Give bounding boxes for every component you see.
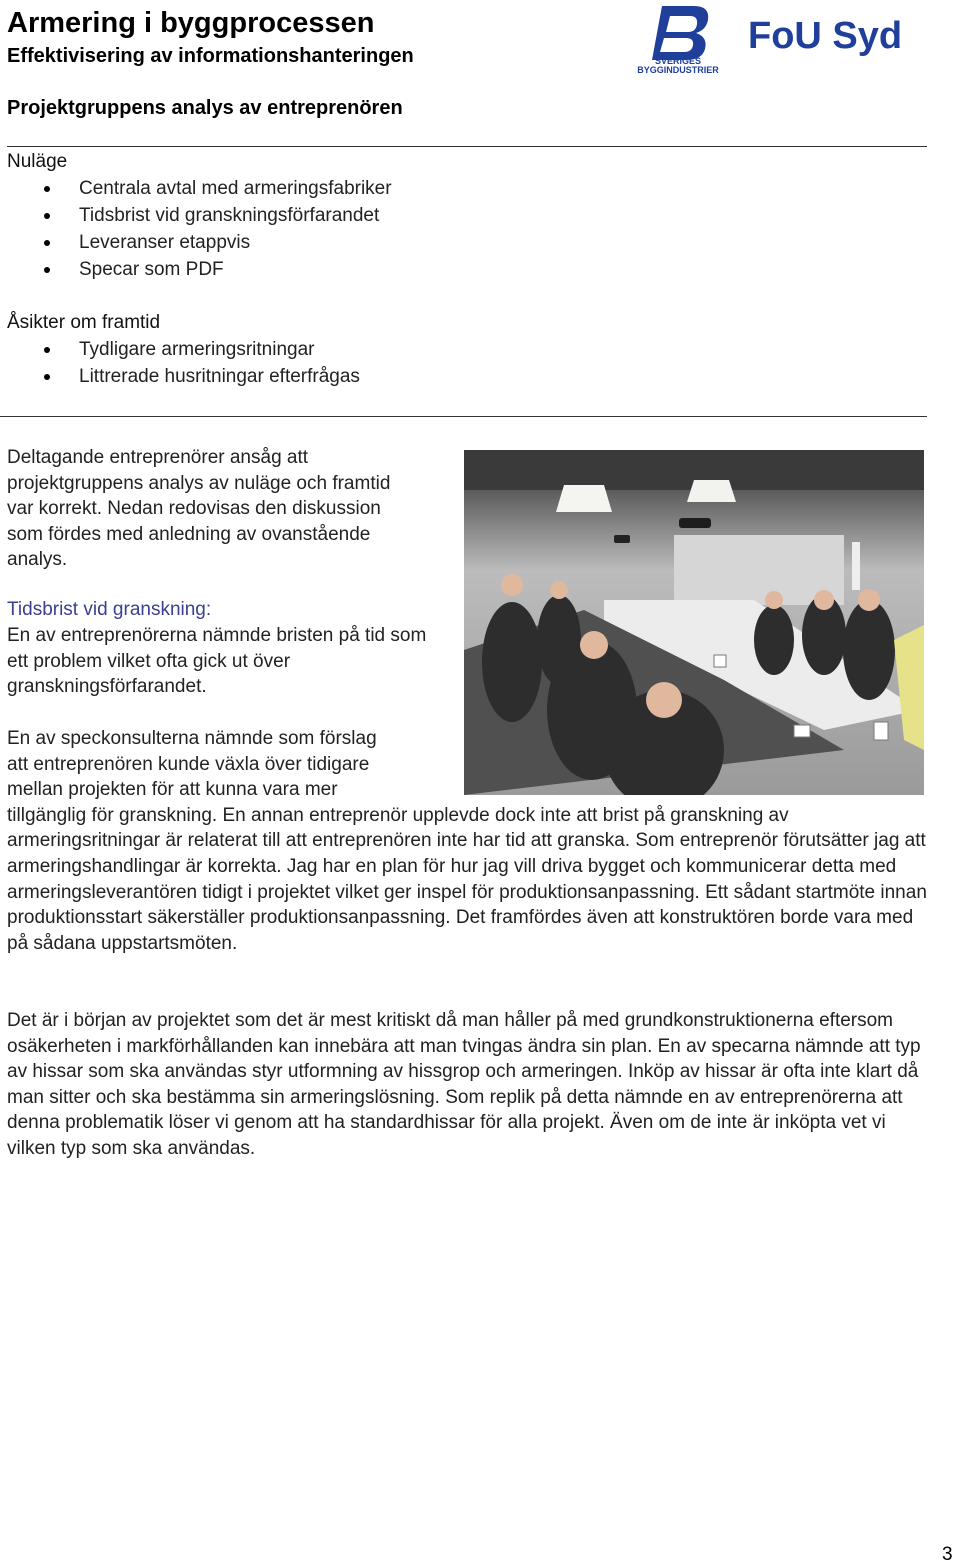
paragraph-line: En av speckonsulterna nämnde som förslag xyxy=(7,728,377,749)
svg-text:BYGGINDUSTRIER: BYGGINDUSTRIER xyxy=(637,65,719,74)
svg-text:SVERIGES: SVERIGES xyxy=(654,56,702,66)
asikter-list xyxy=(0,336,360,390)
fou-syd-logo: FoU Syd xyxy=(748,15,903,57)
section-heading: Projektgruppens analys av entreprenören xyxy=(7,97,403,119)
paragraph-1: En av entreprenörerna nämnde bristen på tid som ett problem vilket ofta gick ut över granskningsförfarandet. xyxy=(7,625,427,698)
divider-bottom xyxy=(0,416,927,417)
page-number: 3 xyxy=(942,1544,953,1565)
intro-paragraph: Deltagande entreprenörer ansåg att projektgruppens analys av nuläge och framtid var korrekt. Nedan redovisas den diskussion som fördes med anledning av ovanstående analys. xyxy=(7,447,391,571)
list-item: Centrala avtal med armeringsfabriker xyxy=(0,175,392,202)
nulage-label: Nuläge xyxy=(7,151,68,172)
asikter-label: Åsikter om framtid xyxy=(7,312,161,333)
paragraph-2 xyxy=(7,726,927,956)
document-subtitle: Effektivisering av informationshanteringen xyxy=(7,45,414,67)
paragraph-3: Det är i början av projektet som det är mest kritiskt då man håller på med grundkonstruktionerna eftersom osäkerheten i markförhållanden kan innebära att man tvingas ändra sin plan. En av specarna nämnde att typ av hissar som ska användas styr utformning av hissgrop och armeringen. Inköp av hissar är ofta inte klart då man sitter och ska bestämma sin armeringslösning. Som replik på detta nämnde en av entreprenörerna att denna problematik löser vi genom att ha standardhissar för alla projekt. Även om de inte är inköpta vet vi vilken typ som ska användas. xyxy=(7,1010,921,1159)
document-title: Armering i byggprocessen xyxy=(7,7,375,39)
paragraph-line: tillgänglig för granskning. En annan entreprenör upplevde dock inte att brist på granskning av armeringsritningar är relaterat till att entreprenören inte har tid att granska. Som entreprenör förutsätter jag att armeringshandlingar är korrekta. Jag har en plan för hur jag vill driva bygget och kommunicerar detta med armeringsleverantören tidigt i projektet vilket ger inspel för produktionsanpassning. Ett sådant startmöte innan produktionsstart säkerställer produktionsanpassning. Det framfördes även att konstruktören borde vara med på sådana uppstartsmöten. xyxy=(7,804,927,954)
list-item: Leveranser etappvis xyxy=(0,229,392,256)
divider-top xyxy=(7,146,927,147)
sveriges-byggindustrier-logo xyxy=(630,4,726,74)
paragraph-line: mellan projekten för att kunna vara mer xyxy=(7,779,338,801)
nulage-list xyxy=(0,175,392,283)
list-item: Littrerade husritningar efterfrågas xyxy=(0,363,360,390)
list-item: Specar som PDF xyxy=(0,256,392,283)
list-item: Tydligare armeringsritningar xyxy=(0,336,360,363)
subheading: Tidsbrist vid granskning: xyxy=(7,599,212,620)
paragraph-line: att entreprenören kunde växla över tidigare xyxy=(7,753,370,775)
list-item: Tidsbrist vid granskningsförfarandet xyxy=(0,202,392,229)
